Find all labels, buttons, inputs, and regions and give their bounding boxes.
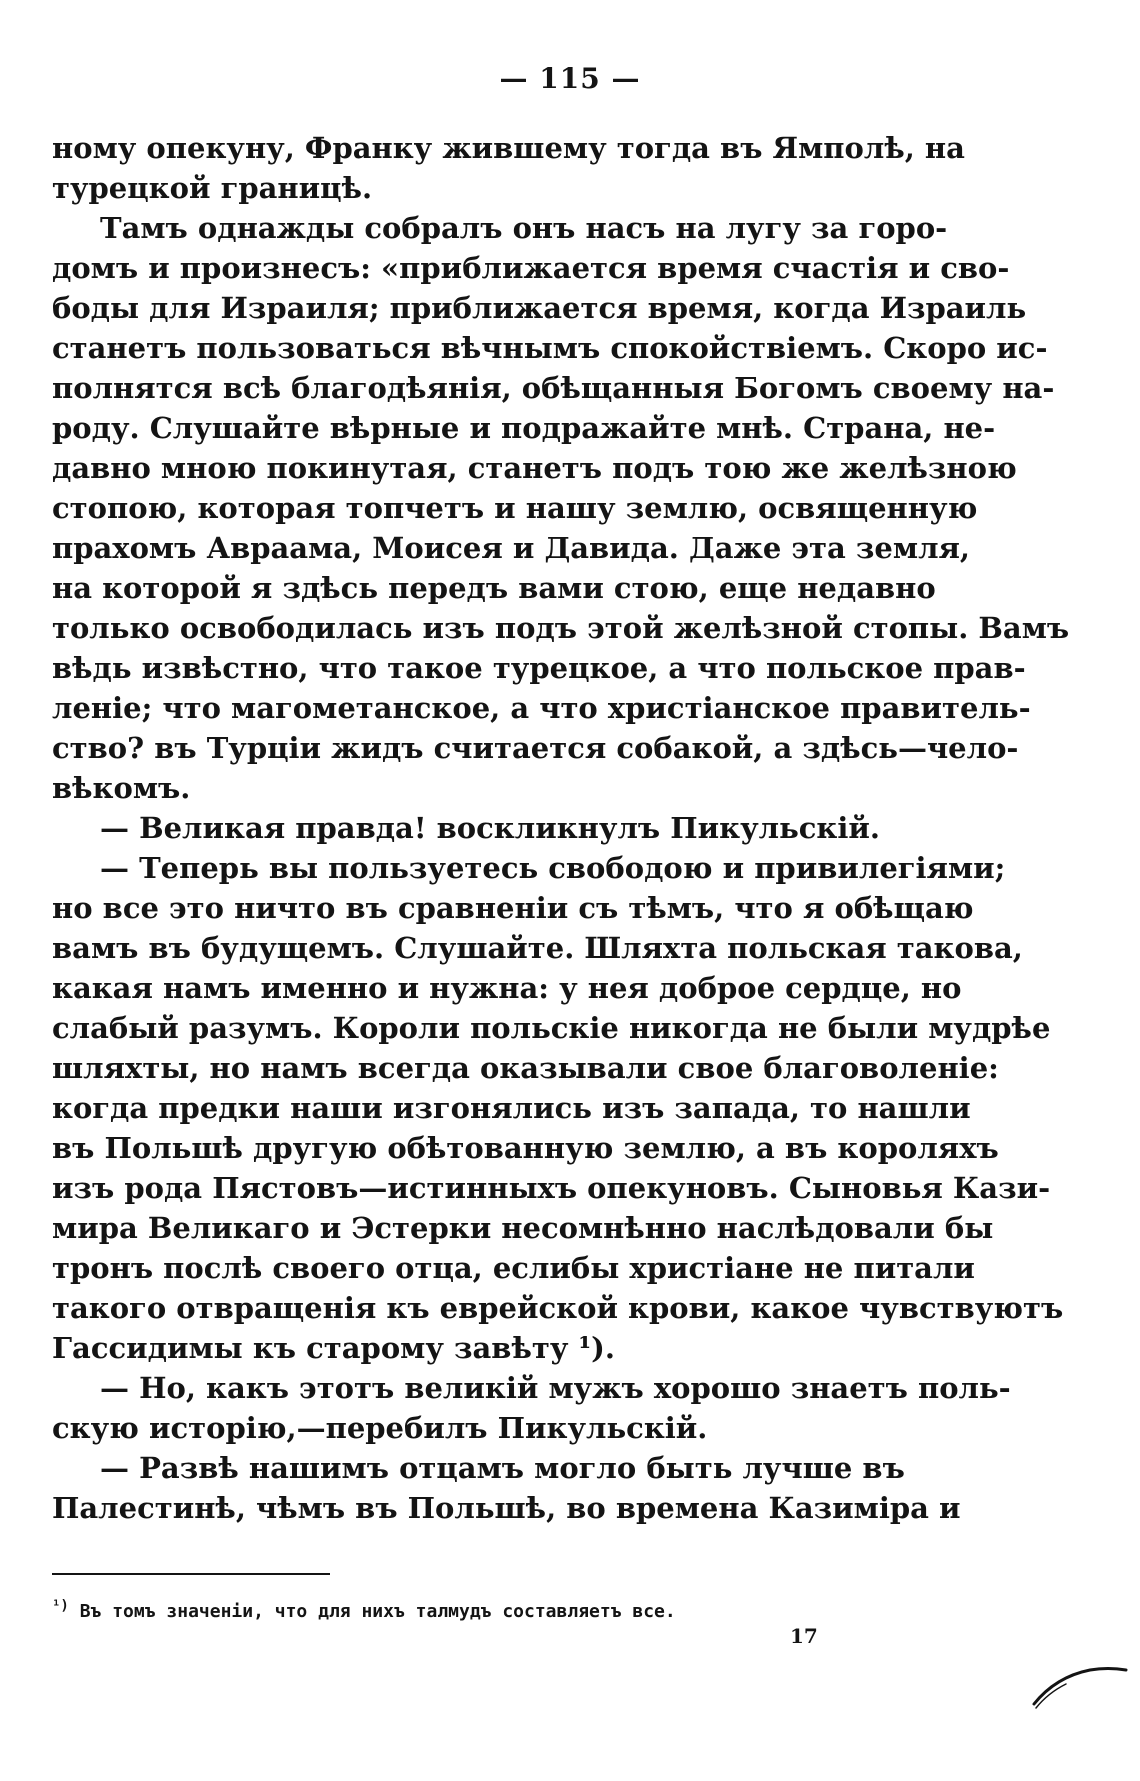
footnote-marker: ¹) <box>52 1598 69 1614</box>
text-line-21: вамъ въ будущемъ. Слушайте. Шляхта польская такова, <box>52 931 1023 965</box>
text-line-29: тронъ послѣ своего отца, еслибы христіане не питали <box>52 1251 975 1285</box>
text-line-5: боды для Израиля; приближается время, когда Израиль <box>52 291 1027 325</box>
text-line-1: ному опекуну, Франку жившему тогда въ Ямполѣ, на <box>52 131 965 165</box>
text-line-30: такого отвращенія къ еврейской крови, какое чувствуютъ <box>52 1291 1064 1325</box>
text-line-2: турецкой границѣ. <box>52 171 373 205</box>
text-line-31: Гассидимы къ старому завѣту ¹). <box>52 1331 615 1365</box>
text-line-24: шляхты, но намъ всегда оказывали свое благоволеніе: <box>52 1051 999 1085</box>
page-number: — 115 — <box>499 62 641 95</box>
text-line-17: вѣкомъ. <box>52 771 191 805</box>
pen-scribble-mark <box>1030 1654 1130 1714</box>
text-line-20: но все это ничто въ сравненіи съ тѣмъ, что я обѣщаю <box>52 891 974 925</box>
text-line-18: — Великая правда! воскликнулъ Пикульскій. <box>100 811 880 845</box>
body-text <box>52 128 1070 1528</box>
text-line-26: въ Польшѣ другую обѣтованную землю, а въ короляхъ <box>52 1131 999 1165</box>
text-line-19: — Теперь вы пользуетесь свободою и привилегіями; <box>100 851 1006 885</box>
footnote-text: Въ томъ значеніи, что для нихъ талмудъ составляетъ все. <box>68 1601 676 1622</box>
text-line-28: мира Великаго и Эстерки несомнѣнно наслѣдовали бы <box>52 1211 994 1245</box>
text-line-33: скую исторію,—перебилъ Пикульскій. <box>52 1411 708 1445</box>
text-line-8: роду. Слушайте вѣрные и подражайте мнѣ. Страна, не- <box>52 411 996 445</box>
text-line-7: полнятся всѣ благодѣянія, обѣщанныя Богомъ своему на- <box>52 371 1055 405</box>
text-line-27: изъ рода Пястовъ—истинныхъ опекуновъ. Сыновья Кази- <box>52 1171 1051 1205</box>
signature-mark: 17 <box>790 1624 818 1648</box>
text-line-3: Тамъ однажды собралъ онъ насъ на лугу за горо- <box>100 211 948 245</box>
text-line-10: стопою, которая топчетъ и нашу землю, освященную <box>52 491 978 525</box>
text-line-13: только освободилась изъ подъ этой желѣзной стопы. Вамъ <box>52 611 1070 645</box>
text-line-22: какая намъ именно и нужна: у нея доброе сердце, но <box>52 971 962 1005</box>
footnote-divider <box>52 1573 330 1575</box>
text-line-11: прахомъ Авраама, Моисея и Давида. Даже эта земля, <box>52 531 971 565</box>
text-line-15: леніе; что магометанское, а что христіанское правитель- <box>52 691 1031 725</box>
text-line-9: давно мною покинутая, станетъ подъ тою же желѣзною <box>52 451 1017 485</box>
text-line-25: когда предки наши изгонялись изъ запада, то нашли <box>52 1091 971 1125</box>
footnote <box>52 1590 894 1628</box>
text-line-16: ство? въ Турціи жидъ считается собакой, а здѣсь—чело- <box>52 731 1019 765</box>
text-line-6: станетъ пользоваться вѣчнымъ спокойствіемъ. Скоро ис- <box>52 331 1048 365</box>
text-line-35: Палестинѣ, чѣмъ въ Польшѣ, во времена Казиміра и <box>52 1491 961 1525</box>
text-line-32: — Но, какъ этотъ великій мужъ хорошо знаетъ поль- <box>100 1371 1011 1405</box>
text-line-14: вѣдь извѣстно, что такое турецкое, а что польское прав- <box>52 651 1026 685</box>
text-line-4: домъ и произнесъ: «приближается время счастія и сво- <box>52 251 1010 285</box>
text-line-12: на которой я здѣсь передъ вами стою, еще недавно <box>52 571 936 605</box>
text-line-34: — Развѣ нашимъ отцамъ могло быть лучше въ <box>100 1451 905 1485</box>
text-line-23: слабый разумъ. Короли польскіе никогда не были мудрѣе <box>52 1011 1051 1045</box>
